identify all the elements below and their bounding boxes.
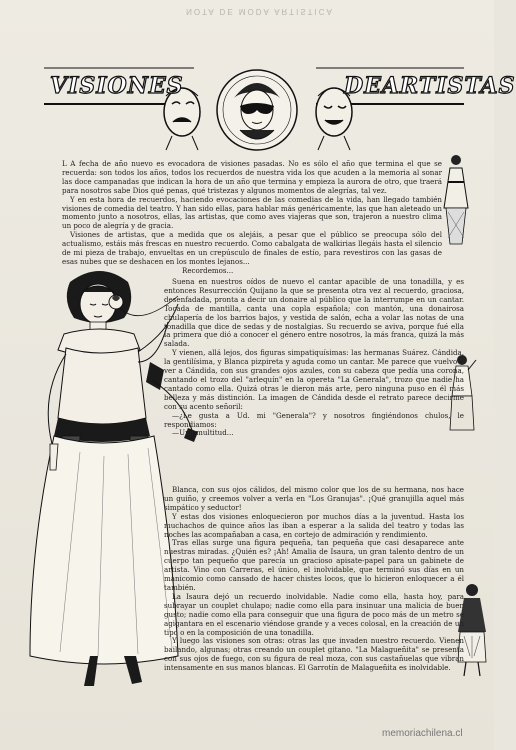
article-right-column bbox=[164, 278, 464, 438]
title-artistas: ARTISTAS bbox=[381, 73, 516, 99]
paragraph-13: Y luego las visiones son otras: otras las que invaden nuestro recuerdo. Vienen bailando, algunas; otras creando un couplet gitano. "La Malagueñita" se presenta con sus ojos de fuego, con su figura de real moza, con sus castañuelas que vibran intensamente en sus manos blancas. El Garrotín de Malagueñita es inolvidable. bbox=[164, 636, 464, 673]
article-body bbox=[56, 160, 470, 706]
paragraph-9: Blanca, con sus ojos cálidos, del mismo color que los de su hermana, nos hace un guiño, y creemos volver a verla en "Los Granujas". ¡Qué granujilla aquel más simpático y seductor! bbox=[164, 485, 464, 512]
paragraph-10: Y estas dos visiones enloquecieron por muchos días a la juventud. Hasta los muchachos de quince años las iban a esperar a la salida del teatro y todas las noches las acompañaban a casa, en cortejo de admiración y rendimiento. bbox=[164, 511, 464, 539]
paragraph-5: Suena en nuestros oídos de nuevo el cantar apacible de una tonadilla, y es entonces Resurrección Quijano la que se presenta otra vez al recuerdo, graciosa, desenfadada, pronta a decir un donaire al público que la interrumpe en un cantar. Tocada de mantilla, canta una copla española; con mantón, una donairosa chulapería de los barrios bajos, y vestida de salón, echa a volar las notas de una tonadilla que dice de sedas y de nostalgias. Su recuerdo se aviva, porque fué ella la primera que dió a conocer el género entre nosotros, la más franca, quizá la más salada. bbox=[164, 277, 464, 349]
paragraph-6: Y vienen, allá lejos, dos figuras simpatiquísimas: las hermanas Suárez. Cándida, la gentilísima, y Blanca pizpireta y aguda como un cantar. Me parece que vuelvo a ver a Cándida, con sus grandes ojos azules, con su cabeza que pedía una corona, cantando el trozo del "arlequín" en la opereta "La Generala", trozo que nadie ha cantado como ella. Quizá otras le dieron más arte, pero ninguna puso en él más belleza y más distinción. La imagen de Cándida desde el retrato parece decirme con su acento señoril: bbox=[164, 348, 464, 411]
title-de-artistas bbox=[344, 73, 516, 99]
paragraph-11: Tras ellas surge una figura pequeña, tan pequeña que casi desaparece ante nuestras miradas. ¿Quién es? ¡Ah! Amalia de Isaura, un gran talento dentro de un cuerpo tan pequeño que parecía un gracioso apisate-papel para un gabinete de artista. Vino con Carreras, el único, el inolvidable, que terminó sus días en un manicomio como cansado de hacer chistes locos, que lo hicieron enloquecer a él también. bbox=[164, 538, 464, 592]
paragraph-7: —¿Le gusta a Ud. mi "Generala"? y nosotros fingiéndonos chulos, le respondiamos: bbox=[164, 410, 464, 429]
paragraph-1-text: L A fecha de año nuevo es evocadora de visiones pasadas. No es sólo el año que termina el que se recuerda: son todos los años, todos los recuerdos de nuestra vida los que acuden a la memoria al sonar las doce campanadas que indican la hora de un año que termina y empieza la aurora de otro, que traerá para nosotros sabe Dios qué penas, qué tristezas y algunos momentos de alegrías, tal vez. bbox=[62, 159, 442, 195]
running-head: NOTA DE MODA ARTISTICA bbox=[186, 7, 334, 16]
paragraph-1 bbox=[62, 160, 442, 196]
paragraph-2: Y en esta hora de recuerdos, haciendo evocaciones de las comedias de la vida, han llegado también visiones de comedia del teatro. Y han sido ellas, para hablar más genéricamente, las que han aleteado un momento junto a nosotros, ellas, las artistas, que como aves viajeras que son, trajeron a nuestro clima un poco de alegría y de gracia. bbox=[62, 194, 442, 231]
paragraph-4: Recordemos... bbox=[182, 265, 234, 275]
article-intro bbox=[62, 160, 442, 276]
title-visiones: VISIONES bbox=[50, 73, 184, 99]
watermark: memoriachilena.cl bbox=[382, 728, 463, 739]
article-header bbox=[44, 58, 516, 158]
paragraph-8: —Una multitud... bbox=[172, 428, 234, 438]
article-lower-column bbox=[164, 486, 464, 673]
paragraph-3: Visiones de artistas, que a medida que os alejáis, a pesar que el público se preocupa sólo del actualismo, estáis más frescas en nuestro recuerdo. Como cabalgata de walkirias llegáis hasta el silencio de mi pieza de trabajo, envueltas en un crepúsculo de finales de estío, para revestiros con las gasas de esas nubes que se deshacen en los montes lejanos... bbox=[62, 230, 442, 266]
masked-woman-medallion bbox=[217, 70, 297, 150]
paragraph-12: La Isaura dejó un recuerdo inolvidable. Nadie como ella, hasta hoy, para subrayar un couplet chulapo; nadie como ella para insinuar una malicia de buen gusto; nadie como ella para conseguir que una figura de poco más de un metro se agigantara en el escenario viéndose grande y a veces colosal, en la creación de un tipo o en la composición de una tonadilla. bbox=[164, 591, 464, 637]
title-de: DE bbox=[344, 73, 382, 99]
